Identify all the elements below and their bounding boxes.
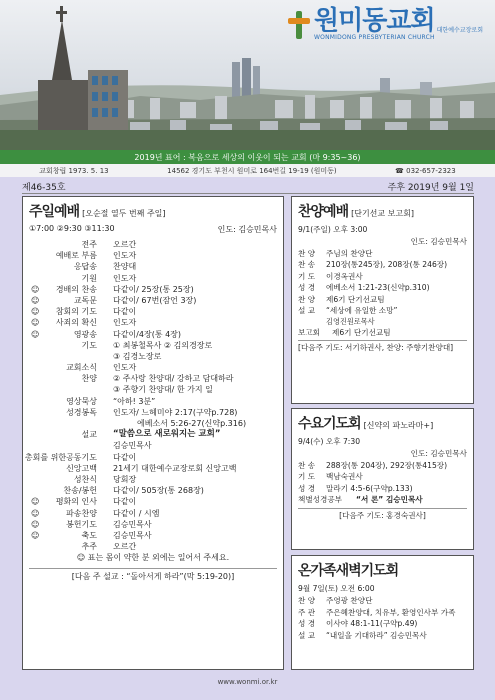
sunday-title-row — [29, 201, 277, 221]
order-label: 경배의 찬송 — [55, 284, 97, 294]
wednesday-time: 9/4(수) 오후 7:30 — [298, 437, 361, 446]
order-item — [24, 452, 277, 463]
praise-list — [298, 248, 467, 317]
program-content: 백남숙권사 — [326, 472, 363, 481]
order-item: 교회소식 인도자 — [66, 363, 137, 373]
dawn-title-row — [298, 560, 467, 580]
order-item: 기도 ① 최봉철목사 ② 김의경장로 — [81, 340, 213, 350]
order-label: 찬송/봉헌 — [63, 486, 97, 496]
stand-mark: ☺ — [31, 519, 40, 529]
order-label: 신앙고백 — [66, 463, 97, 473]
praise-title-row — [298, 201, 467, 221]
order-item — [29, 306, 277, 317]
program-item — [298, 305, 467, 317]
sunday-subtitle: [오순절 열두 번째 주일] — [82, 209, 166, 218]
program-item — [298, 595, 467, 607]
issue-volume: 제46-35호 — [22, 183, 66, 193]
program-label: 설 교 — [298, 306, 316, 315]
program-label: 찬 송 — [298, 260, 316, 269]
program-item — [298, 248, 467, 260]
logo-title: 원미동교회 — [314, 6, 435, 36]
order-item — [29, 496, 277, 507]
order-label: 참회의 기도 — [55, 307, 97, 317]
service-time-list: ①7:00 ②9:30 ③11:30 — [29, 224, 115, 233]
order-item — [29, 284, 277, 295]
stand-mark: ☺ — [31, 497, 40, 507]
order-item: 영상묵상 “아하! 3분” — [66, 396, 156, 406]
order-content: 다같이/ 25장(통 25장) — [113, 284, 194, 294]
order-item-sermon: 설교 “말씀으로 새로워지는 교회” — [81, 429, 221, 440]
standing-note: ☺ 표는 몸이 약한 분 외에는 일어서 주세요. — [76, 553, 230, 563]
issue-date: 주후 2019년 9월 1일 — [387, 183, 474, 193]
program-label: 성 경 — [298, 483, 316, 493]
order-content: 찬양대 — [113, 262, 137, 272]
praise-next-note: [다음주 기도: 서기하권사, 찬양: 주향기찬양대] — [298, 340, 467, 354]
logo-english: WONMIDONG PRESBYTERIAN CHURCH — [314, 34, 435, 41]
praise-title: 찬양예배 — [298, 204, 349, 220]
order-item-cont — [29, 440, 277, 451]
praise-worship-box — [291, 196, 474, 404]
order-content: 다같이 — [113, 497, 137, 507]
order-item — [29, 541, 277, 552]
order-content: 오르간 — [113, 240, 137, 249]
order-label: 교독문 — [73, 295, 97, 305]
website-url[interactable]: www.wonmi.or.kr — [217, 678, 278, 686]
dawn-time: 9월 7일(토) 오전 6:00 — [298, 584, 375, 593]
order-item — [29, 295, 277, 306]
order-label: 전주 — [81, 240, 97, 249]
order-label: 파송찬양 — [66, 508, 97, 518]
program-content: 이사야 48:1-11(구약p.49) — [326, 619, 418, 628]
order-item-cont: ③ 주향기 찬양대/ 한 가지 일 — [113, 385, 213, 395]
wednesday-title: 수요기도회 — [298, 416, 361, 432]
order-item — [29, 485, 277, 496]
program-item — [298, 294, 467, 306]
service-times — [29, 224, 277, 235]
program-label: 성 경 — [298, 283, 316, 292]
wednesday-subtitle: [신약의 파노라마+] — [363, 421, 434, 430]
order-item — [29, 239, 277, 250]
order-content: 오르간 — [113, 542, 137, 552]
program-item — [298, 282, 467, 294]
wednesday-prayer-box — [291, 408, 474, 550]
program-label: 기 도 — [298, 271, 316, 281]
program-item — [298, 259, 467, 271]
order-label: 예배로 부름 — [55, 251, 97, 261]
order-item — [29, 317, 277, 328]
program-label: 찬 송 — [298, 460, 316, 470]
logo-denomination: 대한예수교장로회 — [436, 27, 483, 34]
header-banner — [0, 0, 495, 150]
order-content: 당회장 — [113, 474, 137, 484]
order-item — [29, 463, 277, 474]
sunday-host: 인도: 김승민목사 — [217, 225, 277, 234]
sunday-worship-box — [22, 196, 284, 670]
stand-mark: ☺ — [31, 307, 40, 317]
order-item: 찬양 ② 주사랑 찬양대/ 강하고 담대하라 — [81, 374, 234, 384]
order-label: 총회를 위한공동기도 — [24, 452, 97, 462]
wednesday-title-row — [298, 413, 467, 433]
program-content: 주은혜찬양대, 치유부, 환영인사부 가족 — [326, 607, 456, 617]
program-label: 성 경 — [298, 619, 316, 628]
order-content: 인도자 — [113, 273, 137, 283]
order-content: 다같이 — [113, 452, 137, 462]
order-label: 평화의 인사 — [55, 497, 97, 507]
stand-mark: ☺ — [31, 318, 40, 328]
order-item — [29, 474, 277, 485]
order-item-cont: 에베소서 5:26-27(신약p.316) — [137, 419, 247, 428]
order-item — [29, 508, 277, 519]
issue-line — [22, 180, 474, 194]
program-label: 설 교 — [298, 630, 316, 640]
order-item — [29, 519, 277, 530]
stand-mark: ☺ — [31, 329, 40, 339]
church-address: 14562 경기도 부천시 원미로 164번길 19-19 (원미동) — [167, 166, 337, 175]
program-label: 찬 양 — [298, 248, 316, 258]
program-content: 210장(통245장), 208장(통 246장) — [326, 260, 448, 269]
order-content: 다같이/ 67번(잠언 3장) — [113, 295, 197, 305]
program-content: 이경옥권사 — [326, 271, 363, 281]
order-content: 다같이/4장(통 4장) — [113, 329, 182, 339]
order-list-2 — [24, 452, 277, 553]
program-label: 찬 양 — [298, 596, 316, 605]
program-content: 주님의 찬양단 — [326, 248, 373, 258]
order-content: 인도자 — [113, 318, 137, 328]
order-content: 다같이/ 505장(통 268장) — [113, 486, 204, 496]
program-item — [298, 460, 467, 472]
program-label: 기 도 — [298, 472, 316, 481]
order-label: 영광송 — [73, 329, 97, 339]
order-label: 사죄의 확신 — [55, 318, 97, 328]
praise-time: 9/1(주일) 오후 3:00 — [298, 225, 368, 234]
order-content: 인도자 — [113, 251, 137, 261]
program-item — [298, 607, 467, 619]
dawn-title: 온가족새벽기도회 — [298, 563, 399, 579]
dawn-prayer-box — [291, 555, 474, 670]
order-label: 기원 — [81, 273, 97, 283]
order-label: 추주 — [81, 542, 97, 552]
order-label: 응답송 — [73, 262, 97, 272]
program-item — [298, 483, 467, 495]
stand-mark: ☺ — [31, 530, 40, 540]
order-list — [29, 239, 277, 340]
order-label: 성찬식 — [73, 474, 97, 484]
order-content: 다같이 — [113, 307, 137, 317]
wednesday-next-note: [다음주 기도: 홍경숙권사] — [298, 508, 467, 522]
program-label: 찬 양 — [298, 294, 316, 304]
founded-date: 교회창립 1973. 5. 13 — [39, 166, 109, 175]
praise-host: 인도: 김승민목사 — [410, 237, 467, 246]
stand-mark: ☺ — [31, 284, 40, 294]
order-item — [29, 273, 277, 284]
program-content: “내일을 기대하라” 김승민목사 — [326, 630, 427, 640]
order-label: 봉헌기도 — [66, 519, 97, 529]
theme-text: 2019년 표어 : 복음으로 세상의 이웃이 되는 교회 (마 9:35~36) — [134, 152, 361, 162]
praise-subtitle: [단기선교 보고회] — [351, 209, 414, 218]
church-logo — [288, 8, 483, 41]
order-content: 김승민목사 — [113, 530, 152, 540]
cross-icon — [288, 11, 310, 39]
info-bar — [0, 164, 495, 177]
dawn-list — [298, 595, 467, 641]
order-item — [29, 329, 277, 340]
order-item — [29, 530, 277, 541]
stand-mark: ☺ — [31, 508, 40, 518]
program-item — [298, 630, 467, 642]
praise-preacher: 김영진원로목사 — [326, 316, 375, 326]
stand-mark: ☺ — [31, 295, 40, 305]
next-sermon-note: [다음 주 설교 : “돌아서게 하라”(막 5:19-20)] — [29, 568, 277, 583]
order-item-cont: ③ 김경노장로 — [113, 351, 162, 361]
program-content: 제6기 단기선교팀 — [326, 294, 385, 304]
order-content: 21세기 대한예수교장로회 신앙고백 — [113, 463, 237, 473]
order-content: 김승민목사 — [113, 519, 152, 529]
order-content: 다같이 / 시엠 — [113, 508, 160, 518]
program-item — [298, 271, 467, 283]
wednesday-study-row: 책별성경공부 “서 론” 김승민목사 — [298, 495, 423, 504]
program-label: 주 관 — [298, 607, 316, 617]
program-item — [298, 471, 467, 483]
program-item — [298, 618, 467, 630]
sermon-title: “말씀으로 새로워지는 교회” — [113, 429, 221, 440]
program-content: 에베소서 1:21-23(신약p.310) — [326, 283, 430, 292]
program-content: 주영광 찬양단 — [326, 596, 373, 605]
order-label: 축도 — [81, 530, 97, 540]
program-content: “세상에 유일한 소망” — [326, 306, 398, 315]
sunday-title: 주일예배 — [29, 204, 80, 220]
order-item — [29, 250, 277, 261]
preacher-name: 김승민목사 — [113, 441, 152, 451]
praise-report-row: 보고회 제6기 단기선교팀 — [298, 327, 391, 337]
wednesday-list — [298, 460, 467, 495]
order-item — [29, 261, 277, 272]
theme-bar — [0, 150, 495, 164]
program-content: 말라기 4:5-6(구약p.133) — [326, 483, 413, 493]
order-item: 성경봉독 인도자/ 느헤미야 2:17(구약p.728) — [66, 407, 238, 417]
wednesday-host: 인도: 김승민목사 — [410, 449, 467, 458]
program-content: 288장(통 204장), 292장(통415장) — [326, 460, 448, 470]
phone-number: ☎ 032-657-2323 — [395, 166, 456, 175]
